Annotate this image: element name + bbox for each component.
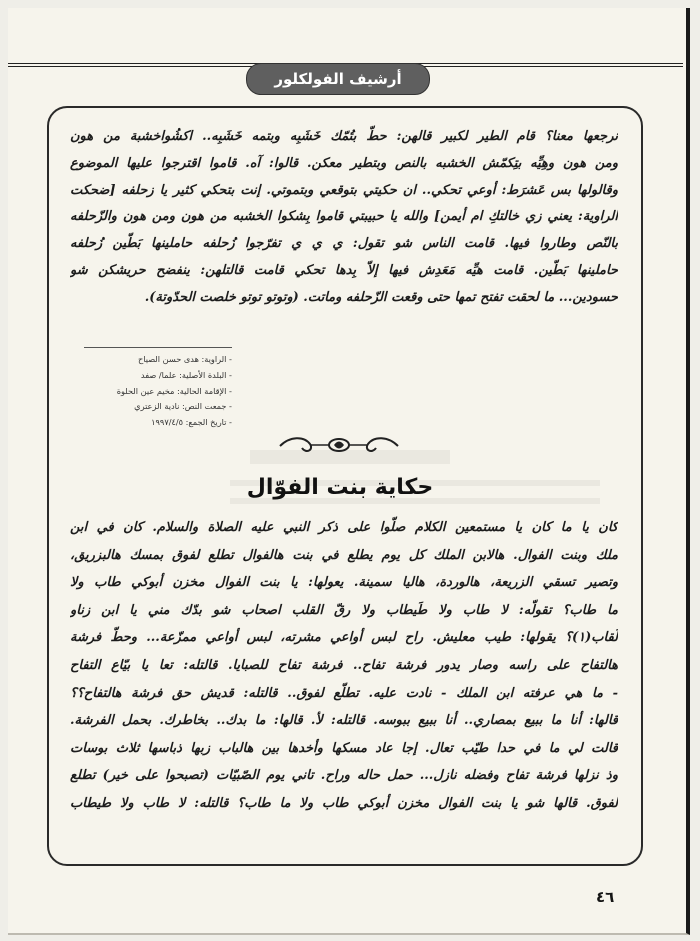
text-line: - ما هي عرفته ابن الملك - نادت عليه. تطلّع لفوق.. قالتله: قديش حق فرشة هالتفاح؟؟ [70, 685, 618, 701]
text-line: وذ نزلها فرشة تفاح وفضله نازل... حمل حاله وراح. تاني يوم الصّبيّات (تصبحوا على خير) تطلع [70, 768, 618, 784]
text-line: لُقاب(١)؟ يقولها: طيب معليش. راح لبس أواعي مشرته، لبس أواعي ممزّعة... وحطّ فرشة [70, 630, 618, 646]
text-line: ملك وبنت الفوال. هالابن الملك كل يوم يطلع في بنت هالفوال تطلع لفوق بمسك هالبزريق، [70, 547, 618, 563]
text-line: وتصير تسقي الزريعة، هالوردة، هاليا سمينة. يعولها: يا بنت الفوال مخزن أبوكي طاب ولا [70, 575, 618, 591]
page-number: ٤٦ [596, 888, 615, 906]
text-line: حاملينها بَطّين. قامت هيِّه مَعَدِش فيها إلاّ بِدها تحكي قامت قالتلهن: ينفضح حريشكن شو [70, 262, 618, 278]
upper-text [70, 124, 618, 312]
text-line: حسودين... ما لحقت تفتح تمها حتى وقعت الزّحلفه وماتت. (وتوتو توتو خلصت الحدّوتة). [144, 289, 618, 305]
section-header-pill: أرشيف الفولكلور [246, 63, 430, 95]
collector-line: - جمعت النص: نادية الزعتري [134, 401, 232, 412]
date-line: - تاريخ الجمع: ١٩٩٧/٤/٥ [151, 417, 232, 428]
text-line: ما طاب؟ تقولّه: لا طاب ولا طَيطاب ولا رقّ القلب اصحاب شو بدّك مني يا ابن زناو [70, 602, 618, 618]
text-line: قالت لي ما في حدا طيّب تعال. إجا عاد مسكها وأخدها بين هالباب زبها ذباسها ثلاث بوسات [70, 740, 618, 756]
origin-line: - البلدة الأصلية: علما/ صفد [140, 369, 232, 380]
text-line: قالها: أنا ما ببيع بمصاري.. أنا ببيع ببوسه. قالتله: لأ. قالها: ما بدك.. بخاطرك. بحمل الفرشة. [70, 713, 618, 729]
text-line: كان يا ما كان يا مستمعين الكلام صلّوا على ذكر النبي عليه الصلاة والسلام. كان في ابن [70, 520, 618, 535]
text-line: وقالولها بس عَشرَط: أوعي تحكي.. ان حكيتي بتوقعي وبتموتي. إنت بتحكي كثير يا زحلفه [ضحكت [70, 182, 618, 198]
story-text [70, 514, 618, 818]
text-line: ومن هون وهِيِّه بتِكمّش الخشبه بالنص وبتطير معكن. قالوا: آه. قاموا اقترجوا عليها الموضوع [70, 155, 618, 171]
story-title: حكاية بنت الفوّال [246, 475, 434, 500]
narrator-line: - الراوية: هدى حسن الصياح [137, 354, 232, 364]
text-line: بالنّص وطاروا فيها. قامت الناس شو تقول: ي ي ي تفرّجوا زُحلفه حاملينها بَطّين زُحلفه [70, 236, 618, 252]
ornament-divider [276, 432, 402, 456]
source-info [84, 347, 232, 431]
text-line: نرجعها معنا؟ قام الطير لكبير قالهن: حطّ بتُمّك خَشَبِه وبتمه خَشَبِه.. اكشُواخشبة من هون [70, 129, 618, 144]
text-line: لفوق. قالها شو يا بنت الفوال مخزن أبوكي طاب ولا ما طاب؟ قالتله: لا طاب ولا طيطاب [70, 795, 618, 811]
text-line: هالتفاح على راسه وصار يدور فرشة تفاح.. فرشة تفاح للصبايا. قالتله: تعا يا بيّاع التفاح [70, 657, 618, 673]
residence-line: - الإقامة الحالية: مخيم عين الحلوة [116, 385, 232, 396]
text-line: الراوية: يعني زي خالتكِ ام أيمن] والله يا حبيبتي قاموا بِشكوا الخشبه من هون ومن هون والزّحلفه [70, 209, 618, 225]
